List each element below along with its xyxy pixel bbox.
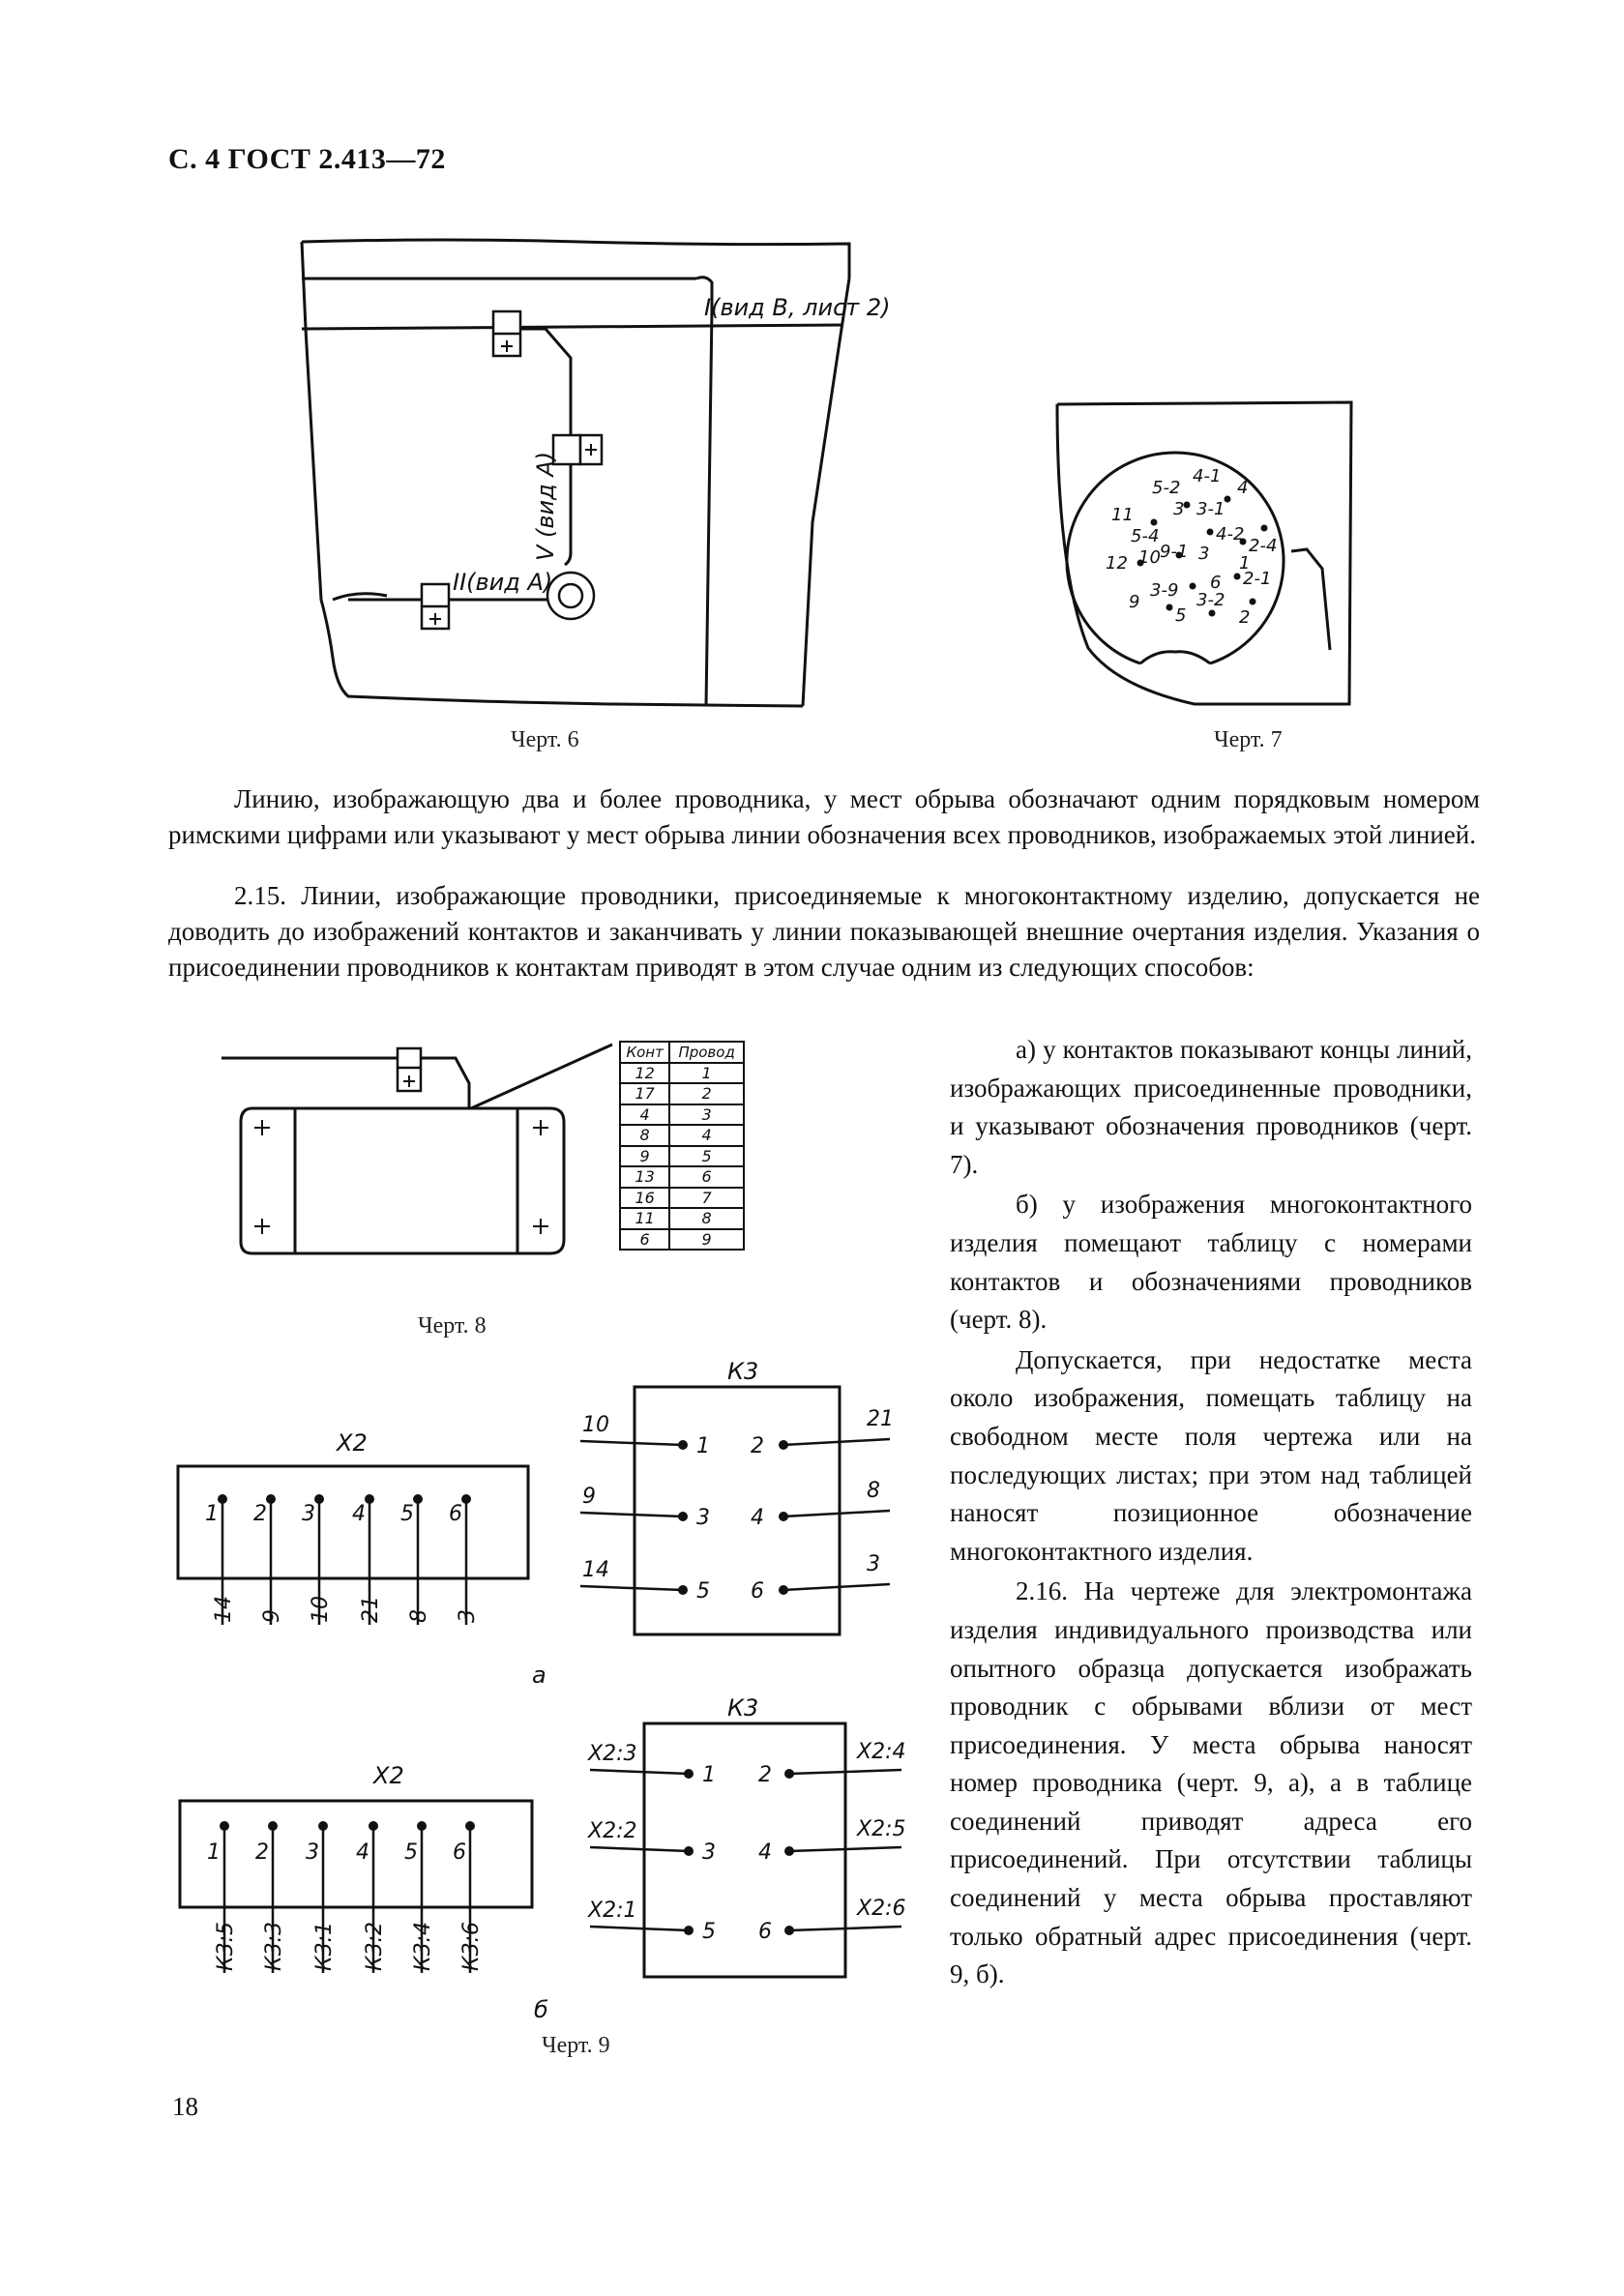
table-header-row [620,1042,744,1063]
fig7-label: 3-1 [1196,499,1225,519]
fig9-sub-a: а [532,1662,546,1689]
figure-8-drawing [218,1035,624,1272]
fig7-label: 3-2 [1196,590,1225,610]
fig7-label: 6 [1210,573,1222,593]
fig9-contact-dot [220,1821,229,1831]
fig9b-x2-address-label: К3:3 [262,1921,286,1971]
fig9-lead-line [783,1584,890,1590]
fig9a-x2-wire-label: 21 [359,1596,383,1623]
fig7-label: 12 [1106,553,1128,574]
paragraph-lines-notation: Линию, изображающую два и более проводника, у мест обрыва обозначают одним порядковым номером римскими цифрами или указывают у мест обрыва линии обозначения всех проводников, изображаемых этой линией. [168,784,1480,849]
table-cell: 6 [669,1166,744,1188]
fig9b-x2-contact-label: 6 [453,1840,466,1865]
fig9-contact-dot [417,1821,427,1831]
fig9b-k3-contact-label: 2 [758,1763,772,1787]
table-row [620,1146,744,1167]
table-header-cell: Провод [669,1042,744,1063]
fig9-contact-dot [784,1769,794,1779]
table-cell: 13 [620,1166,669,1188]
fig9a-x2-wire-label: 8 [407,1609,431,1623]
table-cell: 8 [669,1208,744,1229]
fig9-contact-dot [268,1821,278,1831]
right-column-text [950,1031,1472,1996]
fig7-label: 4-1 [1193,466,1222,486]
table-row [620,1208,744,1229]
fig9b-x2-contact-label: 3 [306,1840,319,1865]
fig9-contact-dot [779,1512,788,1521]
fig9-contact-dot [784,1846,794,1856]
table-cell: 8 [620,1125,669,1146]
fig9a-k3-wire-label: 10 [582,1413,609,1437]
fig9a-k3-wire-label: 3 [867,1552,880,1576]
fig9b-k3-contact-label: 3 [702,1840,716,1865]
figure-9-caption: Черт. 9 [542,2033,610,2058]
table-header-cell: Конт [620,1042,669,1063]
table-cell: 16 [620,1188,669,1209]
fig9a-k3-contact-label: 3 [696,1506,710,1530]
figure-6-drawing [290,232,891,716]
table-cell: 12 [620,1063,669,1084]
fig7-label: 3 [1173,499,1185,519]
figure-8-caption: Черт. 8 [418,1313,487,1339]
table-row [620,1104,744,1126]
fig9-contact-dot [684,1846,694,1856]
table-cell: 1 [669,1063,744,1084]
figure-6-caption: Черт. 6 [511,727,579,752]
table-cell: 17 [620,1083,669,1104]
fig9a-x2-contact-label: 5 [400,1502,414,1526]
fig9a-x2-contact-label: 4 [352,1502,366,1526]
fig9a-x2-contact-label: 1 [205,1502,219,1526]
fig9b-k3-address-label: X2:2 [588,1819,637,1843]
table-row [620,1229,744,1251]
table-row [620,1188,744,1209]
fig9a-k3-contact-label: 2 [751,1434,764,1458]
fig7-label: 5-2 [1152,478,1181,498]
fig9a-x2-wire-label: 10 [309,1596,333,1623]
fig9b-k3-contact-label: 4 [758,1840,772,1865]
fig9b-x2-contact-label: 2 [255,1840,269,1865]
fig7-label: 5-4 [1131,526,1160,546]
fig9a-k3-label: К3 [727,1358,759,1385]
fig9a-x2-label: X2 [337,1429,368,1457]
table-cell: 2 [669,1083,744,1104]
fig9-contact-dot [678,1585,688,1595]
fig7-label: 2-4 [1249,536,1278,556]
fig9-contact-dot [314,1494,324,1504]
fig9b-x2-address-label: К3:1 [312,1921,337,1971]
fig9b-k3-contact-label: 6 [758,1920,772,1944]
fig9-contact-dot [684,1926,694,1935]
fig7-label: 2-1 [1243,569,1272,589]
table-row [620,1125,744,1146]
figure-7-caption: Черт. 7 [1214,727,1283,752]
paragraph-method-b: б) у изображения многоконтактного изделия помещают таблицу с номерами контактов и обозначениями проводников (черт. 8). [950,1190,1472,1335]
fig9-sub-b: б [534,1996,548,2023]
table-cell: 4 [669,1125,744,1146]
fig9-contact-dot [465,1821,475,1831]
fig9-contact-dot [779,1440,788,1450]
fig9b-x2-address-label: К3:4 [411,1921,435,1971]
table-cell: 3 [669,1104,744,1126]
fig9a-k3-contact-label: 1 [696,1434,710,1458]
fig9-lead-line [580,1513,683,1516]
fig9-lead-line [590,1927,689,1930]
fig7-label: 1 [1239,553,1251,574]
fig9b-k3-address-label: X2:4 [857,1740,906,1764]
fig9-contact-dot [784,1926,794,1935]
paragraph-2-15: 2.15. Линии, изображающие проводники, присоединяемые к многоконтактному изделию, допускается не доводить до изображений контактов и заканчивать у линии показывающей внешние очертания изделия. Указания о присоединении проводников к контактам приводят в этом случае одним из следующих способов: [168,881,1480,982]
fig9b-x2-contact-label: 4 [356,1840,369,1865]
fig7-label: 4-2 [1216,524,1245,545]
fig6-label-view-b: I(вид В, лист 2) [704,294,891,321]
fig9-lead-line [783,1439,890,1445]
fig9a-k3-wire-label: 21 [867,1407,894,1431]
figure-7-drawing [1049,397,1359,716]
table-row [620,1083,744,1104]
fig9b-k3-contact-label: 5 [702,1920,716,1944]
fig9a-x2-wire-label: 3 [456,1609,480,1623]
page-header: С. 4 ГОСТ 2.413—72 [168,143,446,175]
fig9-lead-line [590,1770,689,1774]
fig9b-x2-label: X2 [373,1762,404,1789]
paragraph-2-16: 2.16. На чертеже для электромонтажа изделия индивидуального производства или опытного образца допускается изображать проводник с обрывами вблизи от мест присоединения. У места обрыва наносят номер проводника (черт. 9, а), а в таблице соединений приводят адреса его присоединений. При отсутствии таблицы соединений у места обрыва проставляют только обратный адрес присоединения (черт. 9, б). [950,1576,1472,1989]
fig9b-x2-address-label: К3:6 [459,1921,484,1971]
fig7-label: 10 [1138,547,1161,568]
fig9b-x2-contact-label: 1 [207,1840,221,1865]
fig9a-k3-wire-label: 8 [867,1479,880,1503]
table-row [620,1063,744,1084]
fig9a-k3-contact-label: 6 [751,1579,764,1604]
table-cell: 4 [620,1104,669,1126]
fig9-contact-dot [266,1494,276,1504]
fig9-contact-dot [684,1769,694,1779]
fig7-label: 9-1 [1160,542,1189,562]
fig9-contact-dot [678,1440,688,1450]
fig9-contact-dot [413,1494,423,1504]
fig9a-k3-contact-label: 4 [751,1506,764,1530]
fig7-label: 5 [1175,605,1187,626]
paragraph-table-placement: Допускается, при недостатке места около изображения, помещать таблицу на свободном месте поля чертежа или на последующих листах; при этом над таблицей наносят позиционное обозначение многоконтактного изделия. [950,1344,1472,1566]
fig9-contact-dot [461,1494,471,1504]
fig9a-x2-wire-label: 14 [212,1596,236,1623]
fig9a-x2-contact-label: 2 [253,1502,267,1526]
table-cell: 5 [669,1146,744,1167]
fig6-label-view-a-vertical: V (вид А) [532,451,559,561]
fig7-label: 4 [1237,478,1249,498]
fig9a-k3-contact-label: 5 [696,1579,710,1604]
table-cell: 6 [620,1229,669,1251]
fig9a-k3-wire-label: 14 [582,1558,609,1582]
fig9b-k3-contact-label: 1 [702,1763,716,1787]
fig9-contact-dot [369,1821,378,1831]
fig9-contact-dot [779,1585,788,1595]
fig9-contact-dot [678,1512,688,1521]
fig7-label: 11 [1111,505,1134,525]
fig9a-x2-wire-label: 9 [260,1609,284,1623]
page-number: 18 [172,2092,198,2121]
table-row [620,1166,744,1188]
fig7-label: 3-9 [1150,580,1179,601]
paragraph-method-a: а) у контактов показывают концы линий, изображающих присоединенные проводники, и указывают обозначения проводников (черт. 7). [950,1035,1472,1179]
table-cell: 11 [620,1208,669,1229]
fig9b-k3-address-label: X2:6 [857,1897,906,1921]
fig8-contacts-table [619,1041,745,1251]
fig7-label: 2 [1239,607,1251,628]
fig6-label-view-a-horizontal: II(вид А) [453,569,553,596]
fig9-lead-line [580,1586,683,1590]
fig9a-x2-contact-label: 6 [449,1502,462,1526]
table-cell: 9 [669,1229,744,1251]
figure-9-drawing [155,1344,929,2021]
fig9-lead-line [783,1511,890,1516]
fig9-contact-dot [218,1494,227,1504]
fig9a-k3-wire-label: 9 [582,1485,596,1509]
fig9b-x2-contact-label: 5 [404,1840,418,1865]
fig9-contact-dot [318,1821,328,1831]
fig9b-k3-address-label: X2:3 [588,1742,637,1766]
fig9b-k3-address-label: X2:1 [588,1899,637,1923]
fig9-lead-line [590,1847,689,1851]
fig9b-k3-label: К3 [727,1694,759,1722]
table-cell: 7 [669,1188,744,1209]
fig7-label: 3 [1198,544,1210,564]
fig7-label: 9 [1129,592,1140,612]
fig9b-x2-address-label: К3:5 [214,1921,238,1971]
fig9a-x2-contact-label: 3 [302,1502,315,1526]
fig9-lead-line [580,1441,683,1445]
fig9-contact-dot [365,1494,374,1504]
table-cell: 9 [620,1146,669,1167]
fig9b-x2-address-label: К3:2 [363,1921,387,1971]
fig9b-k3-address-label: X2:5 [857,1817,906,1841]
